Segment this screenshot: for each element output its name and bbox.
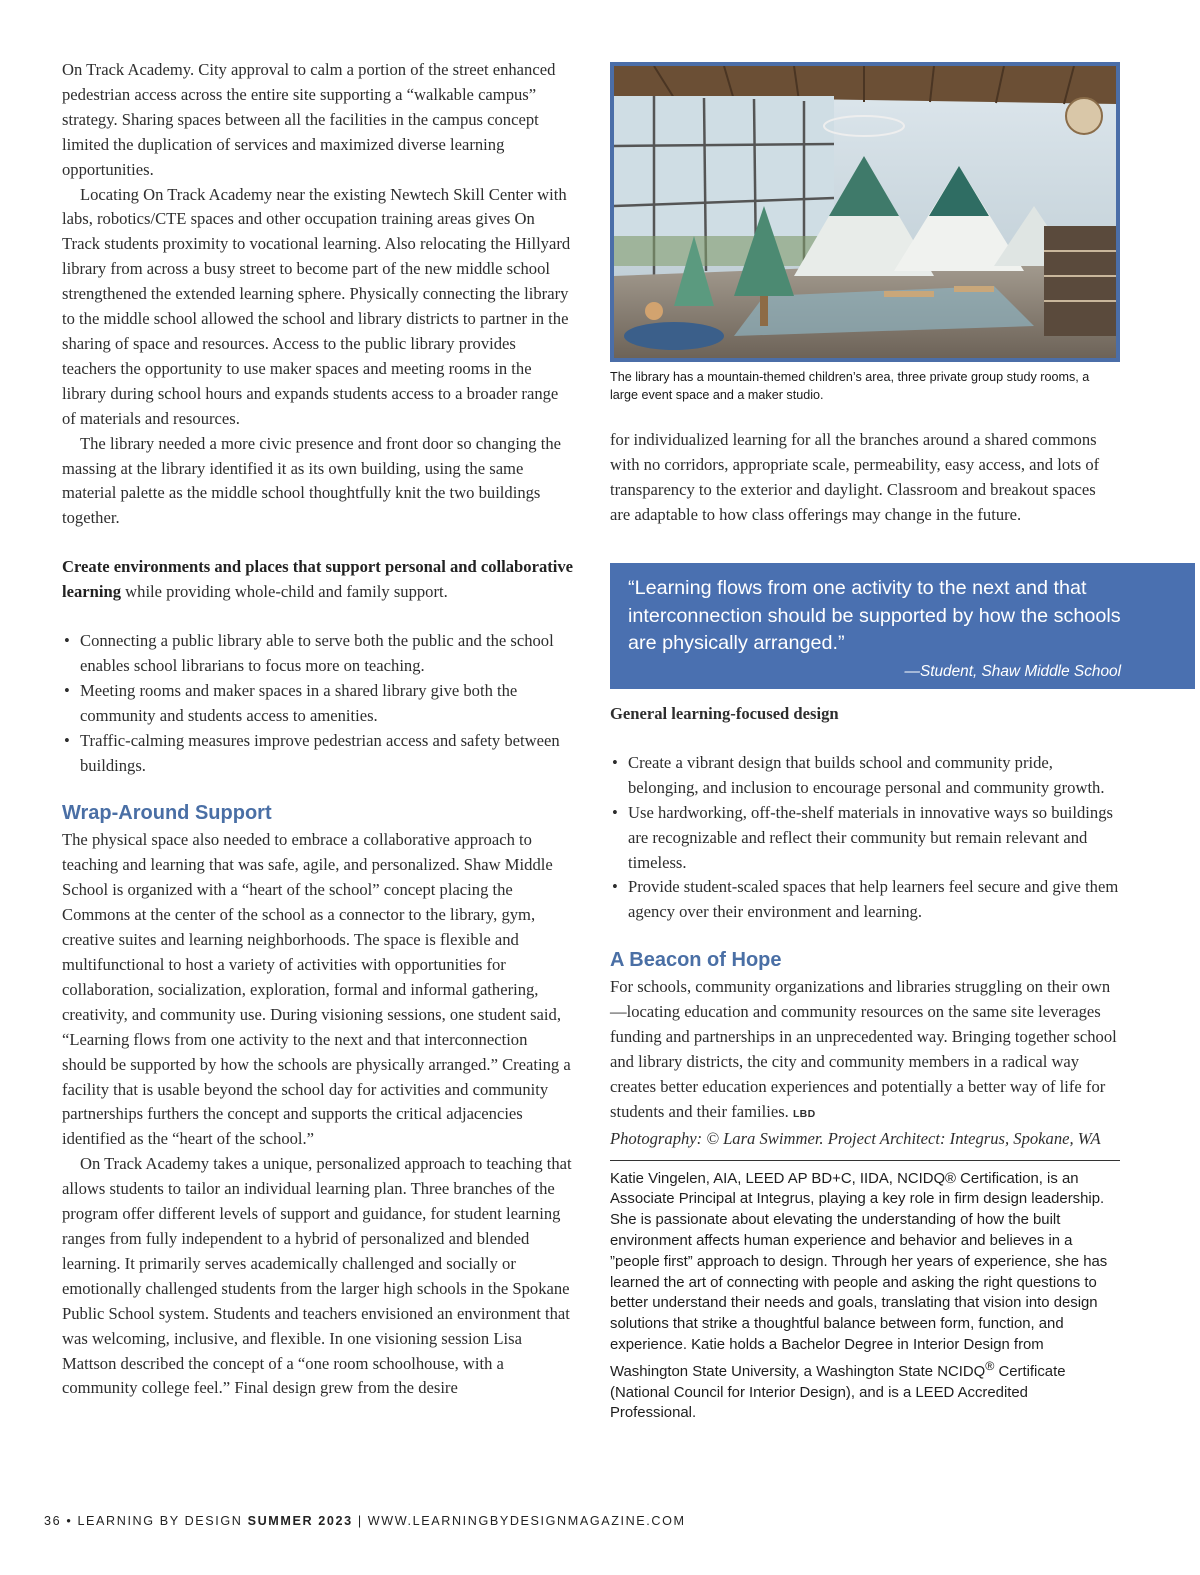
author-bio-text-end: Certificate (National Council for Interior Design), and is a LEED Accredited Professional.	[610, 1363, 1066, 1422]
section-heading-beacon: A Beacon of Hope	[610, 949, 782, 972]
list-item: • Create a vibrant design that builds school and community pride, belonging, and inclusion to encourage personal and community growth.	[610, 751, 1120, 801]
magazine-name: LEARNING BY DESIGN	[77, 1514, 243, 1528]
lead-text: while providing whole-child and family support.	[121, 582, 448, 602]
photo-credit: Photography: © Lara Swimmer. Project Architect: Integrus, Spokane, WA	[610, 1128, 1101, 1148]
list-item: • Meeting rooms and maker spaces in a shared library give both the community and students access to amenities.	[62, 679, 574, 729]
body-paragraph	[610, 975, 1120, 1126]
right-column	[610, 62, 1120, 528]
body-paragraph: On Track Academy. City approval to calm a portion of the street enhanced pedestrian access across the entire site supporting a “walkable campus” strategy. Sharing spaces between all the facilities in the campus concept limited the duplication of services and maximized diverse learning opportunities.	[62, 60, 556, 179]
body-paragraph: Locating On Track Academy near the existing Newtech Skill Center with labs, robotics/CTE spaces and other occupation training areas gives On Track students proximity to vocational learning. Also relocating the Hillyard library from across a busy street to become part of the new middle school strengthened the extended learning sphere. Physically connecting the library to the middle school allowed the school and library districts to partner in the sharing of space and resources. Access to the public library provides teachers the opportunity to use maker spaces and meeting rooms in the library during school hours and expands students access to a broader range of materials and resources.	[62, 184, 571, 428]
subheading-general-design: General learning-focused design	[610, 704, 839, 723]
body-paragraph: On Track Academy takes a unique, personalized approach to teaching that allows students to tailor an individual learning plan. Three branches of the program offer different levels of support and guidance, for student learning ranges from fully independent to a hybrid of personalized and blended learning. It primarily serves academically challenged and socially or emotionally challenged students from the larger high schools in the Spokane Public School system. Students and teachers envisioned an environment that was welcoming, inclusive, and flexible. In one visioning session Lisa Mattson described the concept of a “one room schoolhouse, with a community college feel.” Final design grew from the desire	[62, 1154, 572, 1398]
list-item: • Provide student-scaled spaces that help learners feel secure and give them agency over their environment and learning.	[610, 875, 1120, 925]
list-item: • Traffic-calming measures improve pedestrian access and safety between buildings.	[62, 729, 574, 779]
body-paragraph: for individualized learning for all the branches around a shared commons with no corridors, appropriate scale, permeability, easy access, and lots of transparency to the exterior and daylight. Classroom and breakout spaces are adaptable to how class offerings may change in the future.	[610, 430, 1100, 524]
section-heading-wrap-around: Wrap-Around Support	[62, 802, 272, 825]
library-photo	[614, 66, 1116, 358]
pull-quote	[610, 563, 1195, 689]
pull-quote-text: “Learning flows from one activity to the next and that interconnection should be supported by how the schools are physically arranged.”	[628, 577, 1121, 654]
divider	[610, 1160, 1120, 1161]
photo-caption: The library has a mountain-themed children’s area, three private group study rooms, a large event space and a maker studio.	[610, 370, 1090, 402]
body-paragraph: The physical space also needed to embrace a collaborative approach to teaching and learning that was safe, agile, and personalized. Shaw Middle School is organized with a “heart of the school” concept placing the Commons at the center of the school as a connector to the library, gym, creative suites and learning neighborhoods. The space is flexible and multifunctional to host a variety of activities with opportunities for collaboration, socialization, exploration, formal and informal gathering, creativity, and community use. During visioning sessions, one student said, “Learning flows from one activity to the next and that interconnection should be supported by how the schools are physically arranged.” Creating a facility that is usable beyond the school day for activities and community partnerships furthers the concept and supports the critical adjacencies identified as the “heart of the school.”	[62, 830, 571, 1149]
bullet-list	[62, 629, 574, 778]
registered-mark: ®	[985, 1358, 995, 1373]
issue-label: SUMMER 2023	[247, 1514, 353, 1528]
footer-bullet: •	[66, 1514, 73, 1528]
right-column-lower	[610, 702, 1120, 1424]
list-item: • Use hardworking, off-the-shelf materials in innovative ways so buildings are recognizable and reflect their community but remain relevant and timeless.	[610, 801, 1120, 876]
pull-quote-attribution: —Student, Shaw Middle School	[904, 662, 1121, 680]
bullet-list	[610, 751, 1120, 925]
author-bio	[610, 1169, 1110, 1425]
footer-separator: |	[357, 1514, 363, 1528]
list-item: • Connecting a public library able to serve both the public and the school enables school librarians to focus more on teaching.	[62, 629, 574, 679]
lbd-end-mark: LBD	[792, 1107, 816, 1120]
page-number: 36	[44, 1514, 62, 1528]
page-footer	[44, 1514, 686, 1528]
lead-paragraph	[62, 555, 574, 605]
author-bio-text: Katie Vingelen, AIA, LEED AP BD+C, IIDA, NCIDQ® Certification, is an Associate Principal at Integrus, playing a key role in firm design leadership. She is passionate about elevating the understanding of how the built environment affects human experience and behavior and believes in a ”people first” approach to design. Through her years of experience, she has learned the art of connecting with people and asking the right questions to better understand their needs and goals, translating that vision into design solutions that strike a thoughtful balance between form, function, and experience. Katie holds a Bachelor Degree in Interior Design from Washington State University, a Washington State NCIDQ	[610, 1170, 1108, 1380]
lead-bold-text: Create environments and places that support personal and collaborative learning	[62, 557, 574, 602]
beacon-text: For schools, community organizations and libraries struggling on their own—locating education and community resources on the same site leverages funding and partnerships in an unprecedented way. Bringing together school and library districts, the city and community members in a radical way creates better education experiences and potentially a better way of life for students and their families.	[610, 977, 1117, 1121]
photo-frame	[610, 62, 1120, 362]
left-column	[62, 58, 574, 1401]
body-paragraph: The library needed a more civic presence and front door so changing the massing at the library identified it as its own building, using the same material palette as the middle school thoughtfully knit the two buildings together.	[62, 433, 562, 528]
website-link[interactable]: WWW.LEARNINGBYDESIGNMAGAZINE.COM	[367, 1514, 686, 1528]
